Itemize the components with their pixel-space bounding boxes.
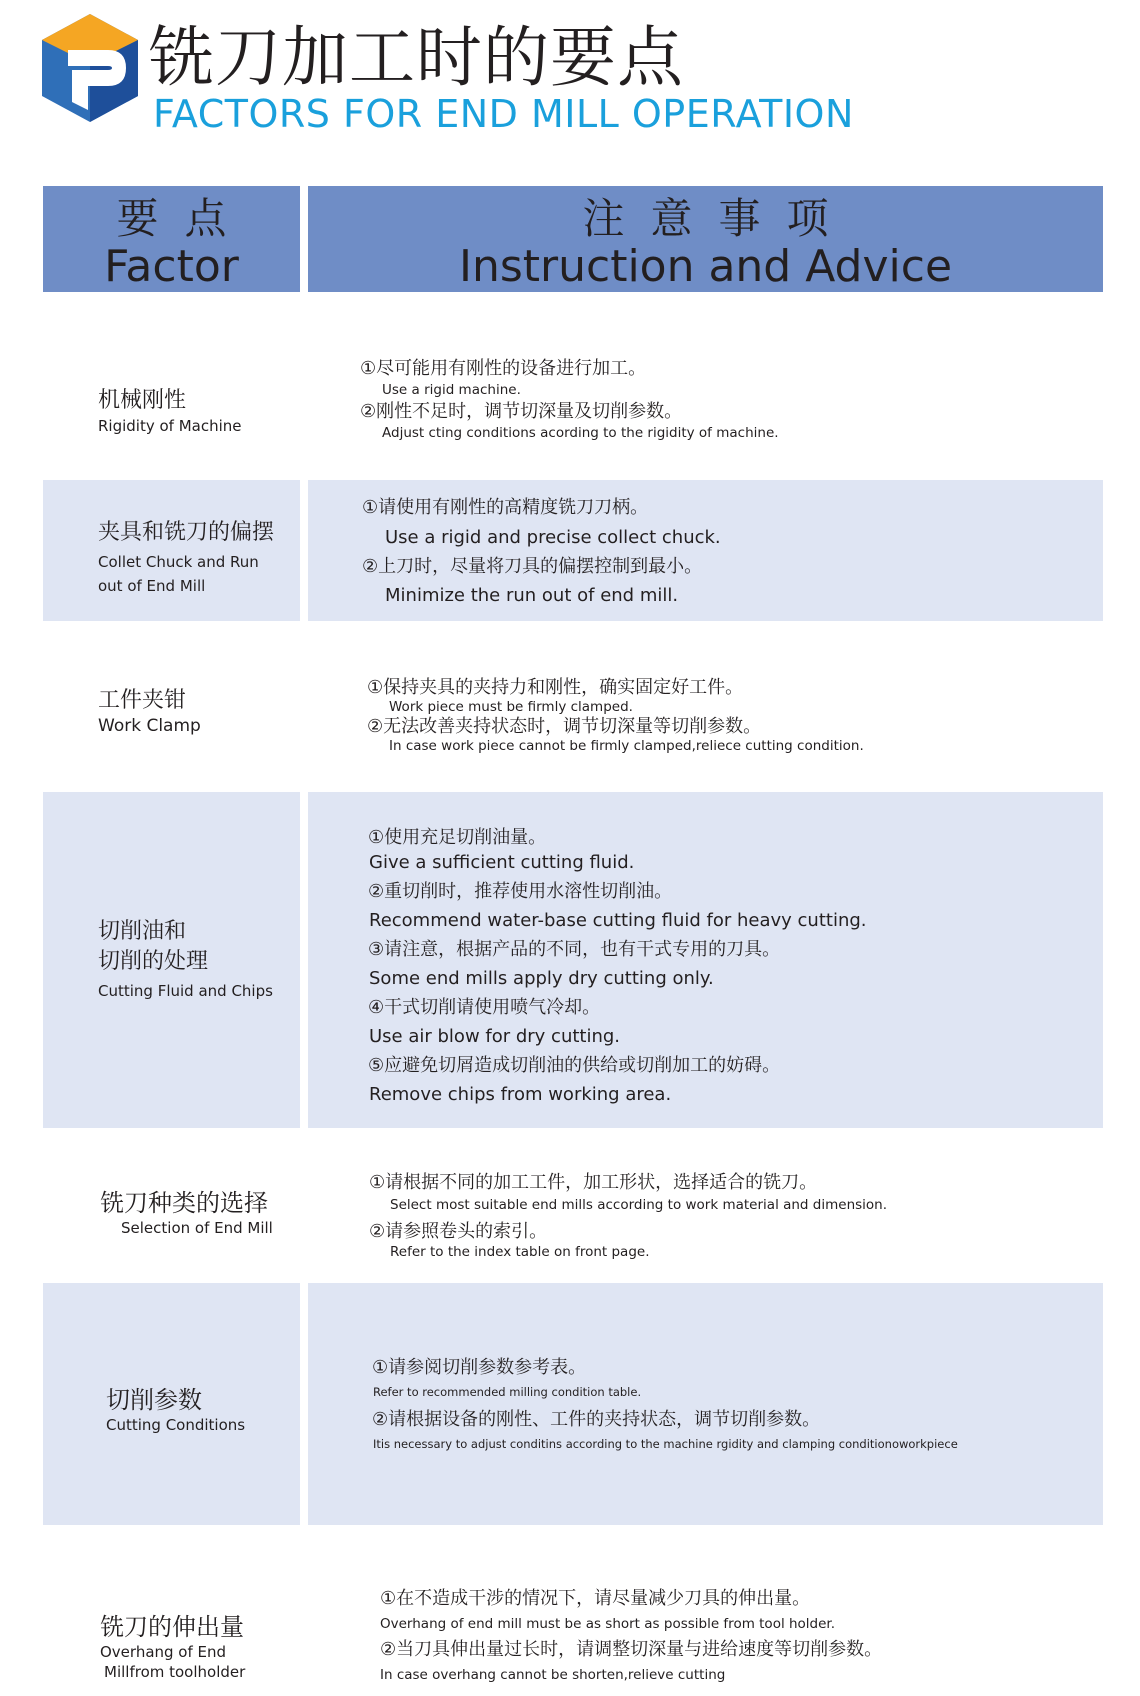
advice-line: Adjust cting conditions acording to the rigidity of machine. — [382, 425, 779, 441]
advice-line: ①保持夹具的夹持力和刚性，确实固定好工件。 — [367, 677, 744, 698]
header-factor-en: Factor — [104, 241, 239, 292]
row-conditions-factor — [43, 1283, 300, 1525]
advice-line: Overhang of end mill must be as short as possible from tool holder. — [380, 1616, 836, 1632]
factor-en: Selection of End Mill — [121, 1219, 273, 1237]
factor-en: Overhang of End — [100, 1643, 227, 1661]
page-subtitle: FACTORS FOR END MILL OPERATION — [153, 92, 854, 136]
advice-line: Work piece must be firmly clamped. — [389, 699, 633, 715]
header-factor-cn: 要点 — [116, 194, 253, 243]
advice-line: ①请使用有刚性的高精度铣刀刀柄。 — [362, 497, 649, 518]
advice-line: Refer to recommended milling condition table. — [373, 1385, 642, 1399]
advice-line: ②上刀时，尽量将刀具的偏摆控制到最小。 — [362, 556, 703, 577]
advice-line: Recommend water-base cutting fluid for heavy cutting. — [369, 910, 867, 931]
factor-en: Collet Chuck and Run — [98, 553, 259, 571]
factor-cn: 铣刀种类的选择 — [100, 1189, 268, 1217]
row-clamp-factor — [43, 660, 300, 770]
factor-cn: 切削的处理 — [98, 949, 209, 974]
factor-en: Work Clamp — [98, 716, 201, 736]
advice-line: In case overhang cannot be shorten,relieve cutting — [380, 1667, 726, 1683]
advice-line: ①请根据不同的加工工件，加工形状，选择适合的铣刀。 — [369, 1172, 818, 1193]
factor-cn: 工件夹钳 — [98, 688, 187, 713]
advice-line: ④干式切削请使用喷气冷却。 — [368, 997, 601, 1018]
advice-line: ①使用充足切削油量。 — [368, 827, 547, 848]
advice-line: ②请参照卷头的索引。 — [369, 1221, 548, 1242]
factor-cn: 铣刀的伸出量 — [100, 1613, 244, 1641]
advice-line: Minimize the run out of end mill. — [385, 585, 679, 606]
advice-line: ②刚性不足时，调节切深量及切削参数。 — [360, 401, 683, 422]
factor-cn: 机械刚性 — [98, 388, 187, 413]
advice-line: ②当刀具伸出量过长时，请调整切深量与进给速度等切削参数。 — [380, 1639, 883, 1660]
factor-en: Cutting Fluid and Chips — [98, 982, 273, 1000]
factor-en: Rigidity of Machine — [98, 417, 242, 435]
advice-line: Refer to the index table on front page. — [390, 1244, 650, 1260]
tp-logo — [30, 10, 150, 130]
advice-line: Give a sufficient cutting fluid. — [369, 852, 635, 873]
advice-line: Itis necessary to adjust conditins according to the machine rgidity and clamping conditionoworkpiece — [373, 1437, 958, 1451]
page-title: 铣刀加工时的要点 — [148, 19, 684, 96]
header-factor — [43, 186, 300, 292]
header-advice-cn: 注意事项 — [582, 194, 855, 243]
factor-en: Cutting Conditions — [106, 1416, 246, 1434]
header-advice-en: Instruction and Advice — [458, 241, 953, 292]
row-overhang-factor — [43, 1570, 300, 1696]
factor-cn: 切削参数 — [106, 1386, 202, 1414]
advice-line: ③请注意，根据产品的不同，也有干式专用的刀具。 — [368, 939, 781, 960]
row-collet-factor — [43, 480, 300, 621]
row-selection-factor — [43, 1160, 300, 1270]
row-conditions-advice — [308, 1283, 1103, 1525]
factor-cn: 夹具和铣刀的偏摆 — [98, 520, 275, 545]
advice-line: ②无法改善夹持状态时，调节切深量等切削参数。 — [367, 716, 762, 737]
advice-line: Use a rigid and precise collect chuck. — [385, 527, 721, 548]
advice-line: ②重切削时，推荐使用水溶性切削油。 — [368, 881, 673, 902]
factor-en: out of End Mill — [98, 577, 206, 595]
advice-line: In case work piece cannot be firmly clamped,reliece cutting condition. — [389, 738, 864, 754]
advice-line: ②请根据设备的刚性、工件的夹持状态，调节切削参数。 — [372, 1409, 821, 1430]
factor-en: Millfrom toolholder — [104, 1663, 246, 1681]
advice-line: Use a rigid machine. — [382, 382, 521, 398]
row-rigidity-factor — [43, 340, 300, 460]
advice-line: ⑤应避免切屑造成切削油的供给或切削加工的妨碍。 — [368, 1055, 781, 1076]
header-advice — [308, 186, 1103, 292]
advice-line: Some end mills apply dry cutting only. — [369, 968, 714, 989]
advice-line: Remove chips from working area. — [369, 1084, 672, 1105]
advice-line: Select most suitable end mills according to work material and dimension. — [390, 1197, 888, 1213]
row-fluid-factor — [43, 792, 300, 1128]
advice-line: ①请参阅切削参数参考表。 — [372, 1357, 587, 1378]
advice-line: ①尽可能用有刚性的设备进行加工。 — [360, 358, 647, 379]
factor-cn: 切削油和 — [98, 919, 187, 944]
advice-line: ①在不造成干涉的情况下，请尽量减少刀具的伸出量。 — [380, 1588, 811, 1609]
advice-line: Use air blow for dry cutting. — [369, 1026, 621, 1047]
